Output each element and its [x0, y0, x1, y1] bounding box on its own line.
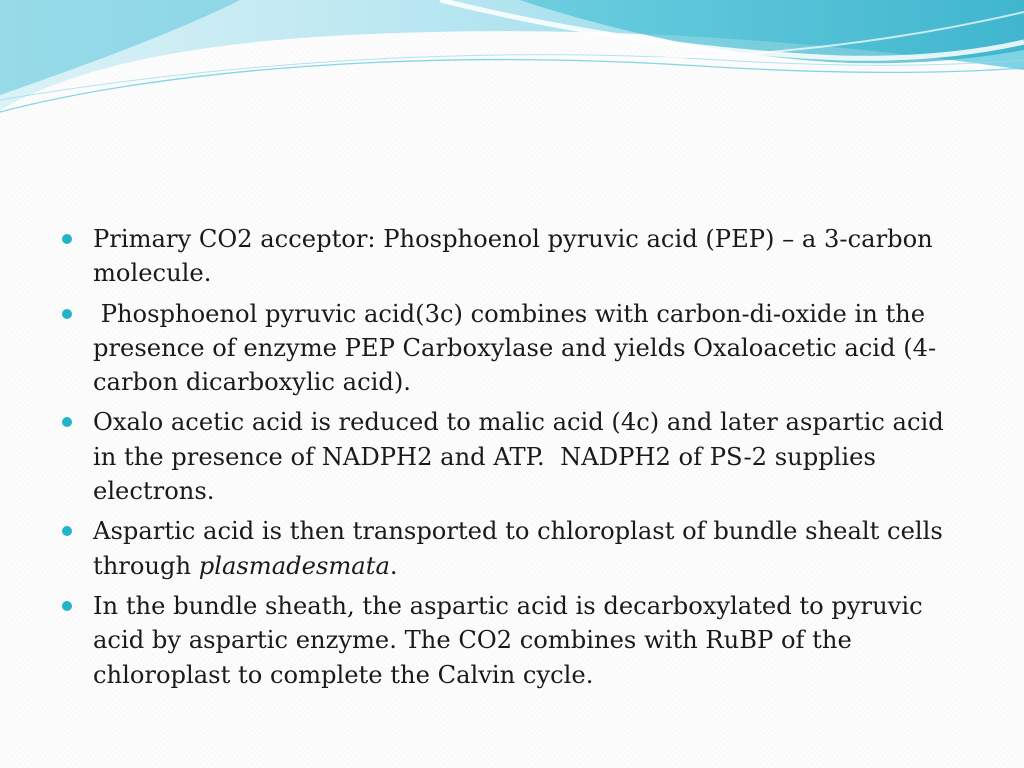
list-item — [62, 589, 972, 692]
list-item — [62, 297, 972, 400]
header-wave-decoration — [0, 0, 1024, 130]
bullet-text-after: . — [389, 551, 398, 580]
bullet-text: Primary CO2 acceptor: Phosphoenol pyruvic acid (PEP) – a 3-carbon molecule. — [93, 225, 933, 288]
bullet-text — [93, 517, 943, 579]
wave-line-1 — [0, 60, 1024, 112]
list-item — [62, 222, 972, 291]
bullet-text: Oxalo acetic acid is reduced to malic acid (4c) and later aspartic acid in the presence of NADPH2 and ATP. NADPH2 of PS-2 supplies electrons. — [93, 408, 952, 506]
bullet-icon — [62, 601, 72, 611]
bullet-icon — [62, 234, 72, 244]
bullet-icon — [62, 526, 72, 536]
bullet-icon — [62, 309, 72, 319]
bullet-text-before: Aspartic acid is then transported to chloroplast of bundle shealt cells through — [93, 517, 943, 580]
bullet-text: Phosphoenol pyruvic acid(3c) combines with carbon-di-oxide in the presence of enzyme PEP Carboxylase and yields Oxaloacetic acid (4-carbon dicarboxylic acid). — [93, 299, 937, 397]
list-item — [62, 405, 972, 508]
bullet-list — [62, 222, 972, 698]
bullet-icon — [62, 417, 72, 427]
list-item — [62, 514, 972, 583]
bullet-text: In the bundle sheath, the aspartic acid is decarboxylated to pyruvic acid by aspartic enzyme. The CO2 combines with RuBP of the chloroplast to complete the Calvin cycle. — [93, 591, 923, 689]
bullet-text-italic: plasmadesmata — [198, 551, 390, 580]
